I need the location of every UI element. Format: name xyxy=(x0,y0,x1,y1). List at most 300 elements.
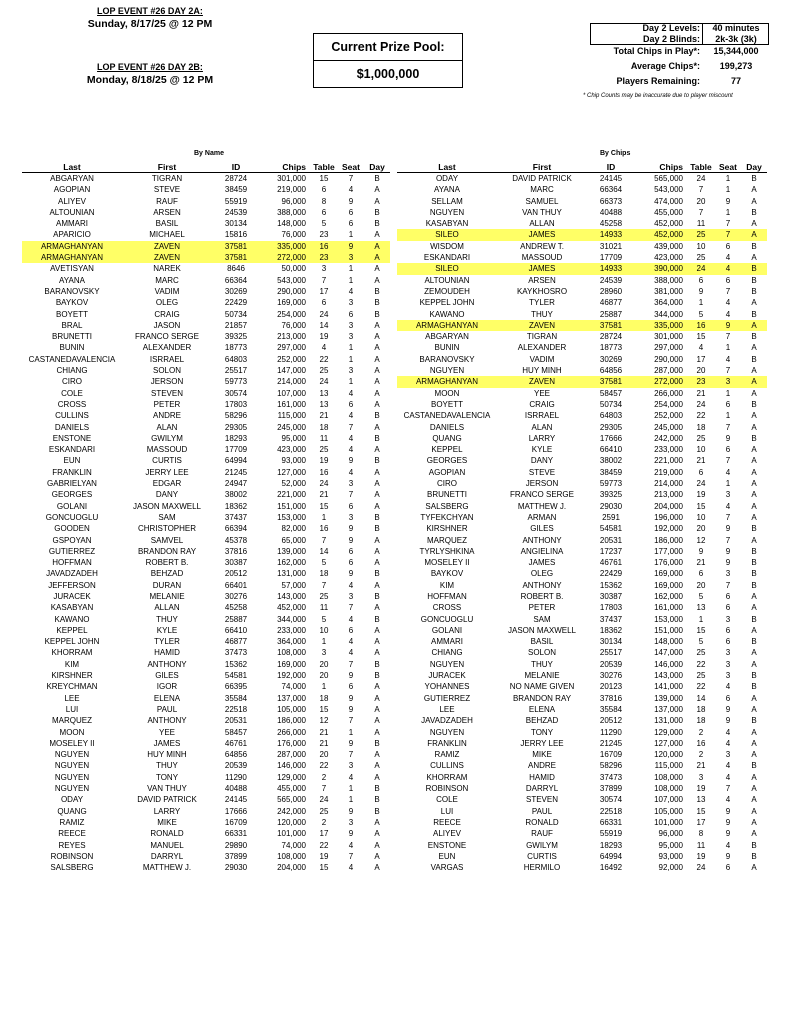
last-name-cell: HOFFMAN xyxy=(52,558,92,568)
last-name-cell: VARGAS xyxy=(430,863,464,873)
player-row xyxy=(22,557,390,568)
table-cell: 20 xyxy=(319,671,329,681)
seat-cell: 4 xyxy=(348,467,354,477)
day-cell: A xyxy=(751,298,757,308)
table-cell: 24 xyxy=(696,863,706,873)
seat-cell: 6 xyxy=(725,693,731,703)
seat-cell: 7 xyxy=(725,366,731,376)
last-name-cell: QUANG xyxy=(57,806,87,816)
table-cell: 14 xyxy=(319,546,329,556)
player-id-cell: 35584 xyxy=(224,693,248,703)
player-id-cell: 37899 xyxy=(599,784,623,794)
player-id-cell: 66410 xyxy=(599,445,623,455)
chips-cell: 543,000 xyxy=(277,275,306,285)
first-name-cell: JAMES xyxy=(497,263,587,274)
player-row xyxy=(22,783,390,794)
first-name-cell: CRAIG xyxy=(154,309,180,319)
player-row xyxy=(22,444,390,455)
day-cell: B xyxy=(374,411,380,421)
seat-cell: 9 xyxy=(348,196,354,206)
seat-cell: 7 xyxy=(348,716,354,726)
player-id-cell: 29890 xyxy=(224,840,248,850)
table-cell: 25 xyxy=(319,806,329,816)
day-cell: A xyxy=(374,185,380,195)
last-name-cell: COLE xyxy=(61,388,83,398)
table-cell: 6 xyxy=(321,185,327,195)
player-id-cell: 24947 xyxy=(224,479,248,489)
last-name-cell: NGUYEN xyxy=(429,659,465,669)
day-cell: B xyxy=(751,309,757,319)
last-name-cell: ALIYEV xyxy=(432,829,461,839)
player-row xyxy=(22,399,390,410)
first-name-cell: OLEG xyxy=(530,569,554,579)
seat-cell: 9 xyxy=(348,569,354,579)
table-cell: 24 xyxy=(319,377,329,387)
chip-count-note: * Chip Counts may be inaccurate due to player miscount xyxy=(583,93,733,99)
first-name-cell: JAMES xyxy=(497,229,587,240)
player-row xyxy=(22,659,390,670)
player-row xyxy=(397,851,767,862)
chips-cell: 93,000 xyxy=(281,456,306,466)
seat-cell: 4 xyxy=(725,795,731,805)
col-table: Table xyxy=(687,161,715,173)
table-cell: 2 xyxy=(698,727,704,737)
chips-cell: 161,000 xyxy=(277,399,306,409)
first-name-cell: SAMUEL xyxy=(525,196,559,206)
chips-cell: 214,000 xyxy=(654,479,683,489)
seat-cell: 9 xyxy=(348,456,354,466)
table-cell: 24 xyxy=(687,263,715,274)
last-name-cell: SALSBERG xyxy=(50,863,94,873)
first-name-cell: CURTIS xyxy=(527,851,557,861)
first-name-cell: PETER xyxy=(153,399,181,409)
last-name-cell: GSPOYAN xyxy=(52,535,92,545)
chips-cell: 233,000 xyxy=(277,625,306,635)
table-cell: 24 xyxy=(319,309,329,319)
table-cell: 1 xyxy=(321,682,327,692)
player-row xyxy=(397,591,767,602)
table-cell: 15 xyxy=(696,806,706,816)
last-name-cell: AYANA xyxy=(59,275,85,285)
last-name-cell: LEE xyxy=(439,704,455,714)
player-id-cell: 30269 xyxy=(599,354,623,364)
chips-cell: 139,000 xyxy=(654,693,683,703)
last-name-cell: APARICIO xyxy=(53,230,91,240)
day-cell: A xyxy=(751,366,757,376)
chips-cell: 108,000 xyxy=(654,772,683,782)
col-last: Last xyxy=(22,161,122,173)
table-cell: 17 xyxy=(319,829,329,839)
by-chips-header-row xyxy=(397,161,767,173)
last-name-cell: ENSTONE xyxy=(427,840,467,850)
table-cell: 8 xyxy=(698,829,704,839)
last-name-cell: KIM xyxy=(439,580,455,590)
day-cell: A xyxy=(374,851,380,861)
seat-cell: 9 xyxy=(348,704,354,714)
seat-cell: 3 xyxy=(348,320,354,330)
stat-average-value: 199,273 xyxy=(719,61,753,71)
seat-cell: 3 xyxy=(348,298,354,308)
table-cell: 13 xyxy=(319,399,329,409)
chips-cell: 242,000 xyxy=(654,433,683,443)
day-cell: A xyxy=(751,253,757,263)
first-name-cell: ARSEN xyxy=(528,275,556,285)
table-cell: 5 xyxy=(698,637,704,647)
day-cell: B xyxy=(751,761,757,771)
player-row xyxy=(22,693,390,704)
player-id-cell: 37581 xyxy=(212,241,260,252)
player-id-cell: 28960 xyxy=(599,286,623,296)
first-name-cell: HUY MINH xyxy=(147,750,187,760)
player-row xyxy=(22,422,390,433)
player-row xyxy=(22,681,390,692)
first-name-cell: BASIL xyxy=(530,637,554,647)
chips-cell: 474,000 xyxy=(654,196,683,206)
player-row xyxy=(397,625,767,636)
player-row xyxy=(397,681,767,692)
seat-cell: 1 xyxy=(348,275,354,285)
day-cell: A xyxy=(374,829,380,839)
player-id-cell: 18293 xyxy=(224,433,248,443)
table-cell: 7 xyxy=(698,207,704,217)
seat-cell: 4 xyxy=(725,727,731,737)
chips-cell: 297,000 xyxy=(654,343,683,353)
table-cell: 25 xyxy=(687,229,715,240)
seat-cell: 7 xyxy=(725,286,731,296)
last-name-cell: NGUYEN xyxy=(429,727,465,737)
chips-cell: 381,000 xyxy=(654,286,683,296)
chips-cell: 252,000 xyxy=(654,411,683,421)
seat-cell: 1 xyxy=(725,411,731,421)
last-name-cell: FRANKLIN xyxy=(427,738,467,748)
day-cell: B xyxy=(374,524,380,534)
player-id-cell: 66373 xyxy=(599,196,623,206)
player-row xyxy=(397,241,767,252)
last-name-cell: KEPPEL JOHN xyxy=(44,637,100,647)
player-row xyxy=(22,760,390,771)
first-name-cell: ARSEN xyxy=(153,207,181,217)
first-name-cell: GILES xyxy=(155,671,179,681)
table-cell: 11 xyxy=(319,433,329,443)
player-row xyxy=(22,354,390,365)
table-cell: 2 xyxy=(321,817,327,827)
day-cell: A xyxy=(374,479,380,489)
col-last: Last xyxy=(397,161,497,173)
table-cell: 9 xyxy=(698,286,704,296)
first-name-cell: YEE xyxy=(158,727,175,737)
table-cell: 19 xyxy=(319,851,329,861)
first-name-cell: THUY xyxy=(531,309,553,319)
chips-cell: 213,000 xyxy=(277,332,306,342)
day-cell: B xyxy=(374,614,380,624)
day-cell: A xyxy=(374,535,380,545)
player-id-cell: 30387 xyxy=(599,591,623,601)
day-cell: A xyxy=(374,558,380,568)
chips-cell: 120,000 xyxy=(654,750,683,760)
chips-cell: 162,000 xyxy=(277,558,306,568)
seat-cell: 4 xyxy=(725,253,731,263)
day-cell: A xyxy=(751,806,757,816)
table-cell: 7 xyxy=(321,580,327,590)
last-name-cell: ARMAGHANYAN xyxy=(22,241,122,252)
seat-cell: 4 xyxy=(725,772,731,782)
player-id-cell: 45258 xyxy=(224,603,248,613)
day-cell: A xyxy=(751,219,757,229)
table-cell: 17 xyxy=(319,286,329,296)
table-cell: 13 xyxy=(696,603,706,613)
table-cell: 6 xyxy=(321,298,327,308)
player-id-cell: 17803 xyxy=(599,603,623,613)
first-name-cell: DAVID PATRICK xyxy=(512,174,572,183)
last-name-cell: DANIELS xyxy=(429,422,465,432)
last-name-cell: BAYKOV xyxy=(55,298,89,308)
first-name-cell: TONY xyxy=(530,727,554,737)
chips-cell: 192,000 xyxy=(277,671,306,681)
chips-cell: 245,000 xyxy=(654,422,683,432)
last-name-cell: FRANKLIN xyxy=(52,467,92,477)
player-row xyxy=(22,455,390,466)
player-row xyxy=(22,636,390,647)
last-name-cell: LEE xyxy=(64,693,80,703)
col-seat: Seat xyxy=(715,161,741,173)
chips-cell: 76,000 xyxy=(281,230,306,240)
last-name-cell: KIRSHNER xyxy=(426,524,468,534)
last-name-cell: GONCUOGLU xyxy=(45,512,99,522)
player-id-cell: 66331 xyxy=(224,829,248,839)
chips-cell: 219,000 xyxy=(277,185,306,195)
col-chips: Chips xyxy=(260,161,310,173)
chips-cell: 204,000 xyxy=(277,863,306,873)
seat-cell: 4 xyxy=(348,840,354,850)
table-cell: 9 xyxy=(698,546,704,556)
chips-cell: 153,000 xyxy=(654,614,683,624)
chips-cell: 176,000 xyxy=(654,558,683,568)
chips-cell: 127,000 xyxy=(277,467,306,477)
table-cell: 5 xyxy=(698,591,704,601)
day-cell: A xyxy=(751,693,757,703)
table-cell: 21 xyxy=(696,558,706,568)
player-row xyxy=(397,455,767,466)
first-name-cell: MASSOUD xyxy=(521,253,563,263)
stat-levels-value: 40 minutes xyxy=(712,23,760,33)
day-cell: B xyxy=(374,659,380,669)
last-name-cell: NGUYEN xyxy=(54,750,90,760)
player-id-cell: 2591 xyxy=(602,512,620,522)
player-row xyxy=(397,297,767,308)
last-name-cell: BARANOVSKY xyxy=(44,286,100,296)
seat-cell: 9 xyxy=(725,433,731,443)
first-name-cell: MATTHEW J. xyxy=(517,501,567,511)
first-name-cell: RAUF xyxy=(156,196,178,206)
last-name-cell: EUN xyxy=(63,456,81,466)
day-cell: A xyxy=(751,659,757,669)
day-cell: A xyxy=(374,422,380,432)
day-cell: B xyxy=(751,614,757,624)
day-cell: A xyxy=(374,467,380,477)
last-name-cell: RAMIZ xyxy=(434,750,460,760)
day-cell: B xyxy=(751,840,757,850)
seat-cell: 7 xyxy=(725,219,731,229)
player-row xyxy=(397,218,767,229)
chips-cell: 162,000 xyxy=(654,591,683,601)
player-row xyxy=(397,467,767,478)
first-name-cell: ALAN xyxy=(531,422,553,432)
first-name-cell: ANDREW T. xyxy=(520,241,564,251)
table-cell: 3 xyxy=(321,648,327,658)
table-cell: 3 xyxy=(321,264,327,274)
first-name-cell: JERSON xyxy=(150,377,184,387)
first-name-cell: ALLAN xyxy=(154,603,180,613)
first-name-cell: STEVEN xyxy=(525,795,558,805)
day-cell: A xyxy=(751,750,757,760)
stat-blinds-value: 2k-3k (3k) xyxy=(715,34,757,44)
seat-cell: 6 xyxy=(725,863,731,873)
chips-cell: 214,000 xyxy=(277,377,306,387)
stat-blinds-label: Day 2 Blinds: xyxy=(642,34,700,44)
seat-cell: 4 xyxy=(348,445,354,455)
table-cell: 12 xyxy=(696,535,706,545)
day-cell: A xyxy=(374,693,380,703)
day-cell: B xyxy=(751,275,757,285)
player-row xyxy=(397,489,767,500)
table-cell: 17 xyxy=(696,817,706,827)
last-name-cell: GABRIELYAN xyxy=(47,479,97,489)
day-cell: A xyxy=(374,682,380,692)
last-name-cell: CASTANEDAVALENCIA xyxy=(28,354,116,364)
chips-cell: 388,000 xyxy=(277,207,306,217)
last-name-cell: NGUYEN xyxy=(429,207,465,217)
table-cell: 25 xyxy=(696,648,706,658)
day-cell: A xyxy=(374,625,380,635)
by-chips-table xyxy=(397,161,767,873)
player-id-cell: 64803 xyxy=(599,411,623,421)
prize-pool-value: $1,000,000 xyxy=(313,60,463,88)
seat-cell: 9 xyxy=(725,829,731,839)
event-2a-date: Sunday, 8/17/25 @ 12 PM xyxy=(87,18,213,30)
player-id-cell: 64994 xyxy=(224,456,248,466)
player-id-cell: 45378 xyxy=(224,535,248,545)
day-cell: A xyxy=(374,580,380,590)
seat-cell: 4 xyxy=(348,286,354,296)
first-name-cell: HAMID xyxy=(529,772,555,782)
day-cell: A xyxy=(374,637,380,647)
seat-cell: 6 xyxy=(725,625,731,635)
table-cell: 18 xyxy=(696,716,706,726)
day-cell: A xyxy=(751,343,757,353)
player-id-cell: 55919 xyxy=(599,829,623,839)
seat-cell: 6 xyxy=(348,546,354,556)
first-name-cell: ROBERT B. xyxy=(145,558,189,568)
table-cell: 10 xyxy=(319,625,329,635)
first-name-cell: LARRY xyxy=(153,806,181,816)
seat-cell: 4 xyxy=(348,185,354,195)
first-name-cell: DAVID PATRICK xyxy=(137,795,197,805)
table-cell: 23 xyxy=(319,230,329,240)
chips-cell: 115,000 xyxy=(654,761,683,771)
player-row xyxy=(22,851,390,862)
seat-cell: 7 xyxy=(725,422,731,432)
player-id-cell: 29305 xyxy=(599,422,623,432)
seat-cell: 3 xyxy=(725,648,731,658)
chips-cell: 120,000 xyxy=(277,817,306,827)
table-cell: 16 xyxy=(310,241,338,252)
seat-cell: 4 xyxy=(348,433,354,443)
last-name-cell: ODAY xyxy=(435,174,459,183)
player-id-cell: 20512 xyxy=(599,716,623,726)
seat-cell: 7 xyxy=(348,174,354,183)
player-row xyxy=(22,546,390,557)
player-id-cell: 38002 xyxy=(224,490,248,500)
last-name-cell: CIRO xyxy=(437,479,457,489)
last-name-cell: KAWANO xyxy=(54,614,90,624)
chips-cell: 301,000 xyxy=(277,174,306,183)
player-row xyxy=(22,817,390,828)
player-row xyxy=(397,365,767,376)
player-id-cell: 25887 xyxy=(224,614,248,624)
chips-cell: 151,000 xyxy=(654,625,683,635)
seat-cell: 3 xyxy=(348,591,354,601)
player-id-cell: 17237 xyxy=(599,546,623,556)
day-cell: A xyxy=(751,535,757,545)
day-cell: A xyxy=(374,761,380,771)
seat-cell: 9 xyxy=(725,546,731,556)
chips-cell: 95,000 xyxy=(658,840,683,850)
day-cell: A xyxy=(741,320,767,331)
day-cell: B xyxy=(751,716,757,726)
last-name-cell: DANIELS xyxy=(54,422,90,432)
player-id-cell: 30574 xyxy=(224,388,248,398)
table-cell: 22 xyxy=(696,659,706,669)
first-name-cell: ELENA xyxy=(153,693,181,703)
last-name-cell: CROSS xyxy=(432,603,462,613)
player-row xyxy=(397,207,767,218)
last-name-cell: ARMAGHANYAN xyxy=(397,376,497,387)
day-cell: A xyxy=(751,422,757,432)
prize-pool-label: Current Prize Pool: xyxy=(313,33,463,61)
last-name-cell: NGUYEN xyxy=(54,761,90,771)
chips-cell: 137,000 xyxy=(654,704,683,714)
seat-cell: 6 xyxy=(348,399,354,409)
first-name-cell: JERRY LEE xyxy=(520,738,564,748)
stats-panel xyxy=(560,23,770,93)
chips-cell: 423,000 xyxy=(654,253,683,263)
chips-cell: 177,000 xyxy=(654,546,683,556)
player-id-cell: 66331 xyxy=(599,817,623,827)
player-row xyxy=(22,297,390,308)
chips-cell: 151,000 xyxy=(277,501,306,511)
player-id-cell: 58457 xyxy=(224,727,248,737)
table-cell: 22 xyxy=(319,354,329,364)
last-name-cell: ODAY xyxy=(60,795,84,805)
day-cell: A xyxy=(374,275,380,285)
last-name-cell: JURACEK xyxy=(53,591,91,601)
player-row xyxy=(22,512,390,523)
first-name-cell: ELENA xyxy=(528,704,556,714)
table-cell: 3 xyxy=(698,772,704,782)
player-row xyxy=(22,614,390,625)
last-name-cell: ESKANDARI xyxy=(48,445,96,455)
seat-cell: 7 xyxy=(725,512,731,522)
seat-cell: 4 xyxy=(348,411,354,421)
last-name-cell: SELLAM xyxy=(431,196,463,206)
last-name-cell: ALIYEV xyxy=(57,196,86,206)
table-cell: 19 xyxy=(696,490,706,500)
player-row xyxy=(397,738,767,749)
first-name-cell: GWILYM xyxy=(151,433,183,443)
by-name-caption: By Name xyxy=(194,150,224,157)
seat-cell: 3 xyxy=(348,817,354,827)
player-id-cell: 30574 xyxy=(599,795,623,805)
